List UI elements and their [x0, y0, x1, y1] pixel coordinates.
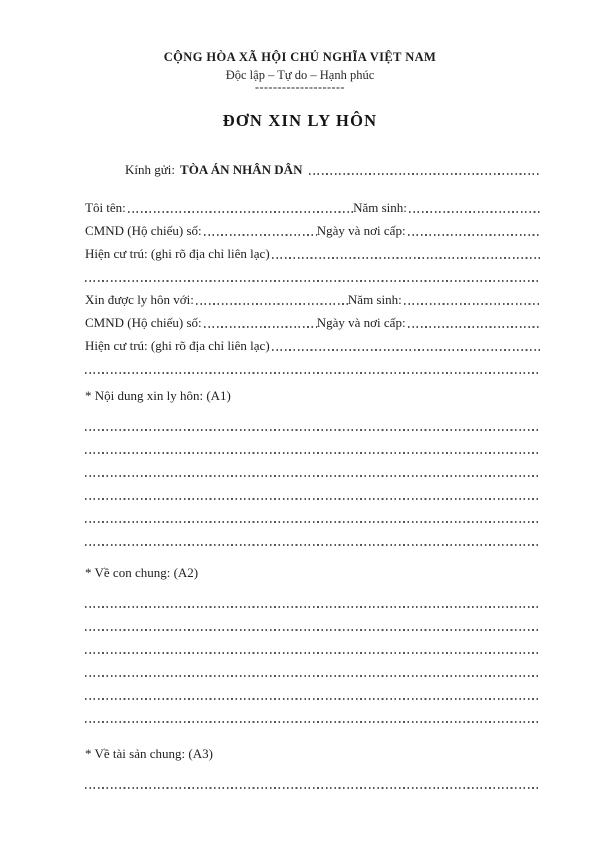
national-motto-line1: CỘNG HÒA XÃ HỘI CHỦ NGHĨA VIỆT NAM [163, 50, 437, 64]
petitioner-id-issue-label: Ngày và nơi cấp: [316, 223, 406, 238]
dotted-blank [272, 257, 540, 259]
blank-writing-line [85, 434, 540, 457]
petitioner-residence-label: Hiện cư trú: (ghi rõ địa chỉ liên lạc) [85, 246, 270, 261]
dotted-blank [85, 280, 540, 282]
respondent-block [85, 285, 540, 377]
dotted-blank [128, 211, 353, 213]
blank-writing-line [85, 457, 540, 480]
respondent-id-label: CMND (Hộ chiếu) số: [85, 315, 202, 330]
dotted-blank [85, 787, 540, 789]
section-property [85, 745, 540, 792]
blank-writing-line [85, 411, 540, 434]
respondent-residence-line [85, 331, 540, 354]
dotted-blank [85, 452, 540, 454]
dotted-blank [85, 498, 540, 500]
dotted-blank [85, 629, 540, 631]
dotted-blank [85, 372, 540, 374]
section-children [85, 564, 540, 726]
dotted-blank [85, 544, 540, 546]
blank-writing-line [85, 480, 540, 503]
form-body [85, 155, 540, 792]
blank-writing-line [85, 680, 540, 703]
section-divorce-content-heading: * Nội dung xin ly hôn: (A1) [85, 388, 231, 403]
national-header [0, 0, 600, 131]
section-children-blank-lines [85, 588, 540, 726]
petitioner-birth-year-label: Năm sinh: [353, 200, 407, 215]
dotted-blank [272, 349, 540, 351]
dotted-blank [85, 429, 540, 431]
dotted-blank [85, 698, 540, 700]
dotted-blank [85, 675, 540, 677]
blank-writing-line [85, 611, 540, 634]
dotted-blank [85, 721, 540, 723]
respondent-residence-continuation-line [85, 354, 540, 377]
dotted-blank [196, 303, 348, 305]
respondent-name-line [85, 285, 540, 308]
dotted-blank [85, 606, 540, 608]
blank-writing-line [85, 634, 540, 657]
blank-writing-line [85, 657, 540, 680]
national-motto-line2: Độc lập – Tự do – Hạnh phúc [225, 68, 375, 82]
respondent-birth-year-label: Năm sinh: [347, 292, 402, 307]
respondent-name-label: Xin được ly hôn với: [85, 292, 194, 307]
dotted-blank [408, 234, 540, 236]
respondent-residence-label: Hiện cư trú: (ghi rõ địa chỉ liên lạc) [85, 338, 270, 353]
petitioner-residence-continuation-line [85, 262, 540, 285]
blank-writing-line [85, 769, 540, 792]
dotted-blank [85, 652, 540, 654]
section-divorce-content [85, 387, 540, 549]
section-children-heading: * Về con chung: (A2) [85, 565, 199, 580]
form-title: ĐƠN XIN LY HÔN [222, 111, 378, 130]
dotted-blank [408, 326, 540, 328]
blank-writing-line [85, 588, 540, 611]
section-property-blank-lines [85, 769, 540, 792]
dotted-blank [85, 521, 540, 523]
section-divorce-content-blank-lines [85, 411, 540, 549]
section-property-heading: * Về tài sản chung: (A3) [85, 746, 213, 761]
blank-writing-line [85, 703, 540, 726]
recipient-line [125, 155, 540, 178]
respondent-id-issue-label: Ngày và nơi cấp: [316, 315, 406, 330]
blank-writing-line [85, 526, 540, 549]
motto-divider-dashes: -------------------- [255, 80, 345, 94]
petitioner-id-label: CMND (Hộ chiếu) số: [85, 223, 202, 238]
petitioner-block [85, 193, 540, 285]
petitioner-residence-line [85, 239, 540, 262]
recipient-court-name: TÒA ÁN NHÂN DÂN [180, 162, 303, 177]
petitioner-name-label: Tôi tên: [85, 200, 126, 215]
dotted-blank [85, 475, 540, 477]
dotted-blank [204, 234, 317, 236]
petitioner-id-line [85, 216, 540, 239]
dotted-blank [204, 326, 317, 328]
petitioner-name-line [85, 193, 540, 216]
dotted-blank [409, 211, 540, 213]
recipient-label: Kính gửi: [125, 162, 176, 177]
respondent-id-line [85, 308, 540, 331]
dotted-blank [309, 173, 540, 175]
dotted-blank [404, 303, 540, 305]
blank-writing-line [85, 503, 540, 526]
